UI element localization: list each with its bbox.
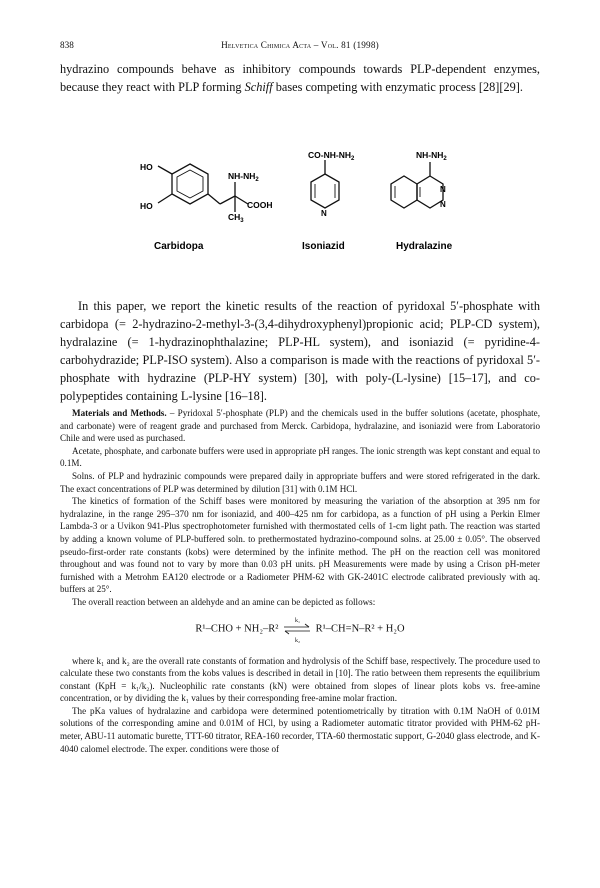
chemical-structures-figure bbox=[140, 148, 470, 258]
carbidopa-name: Carbidopa bbox=[154, 241, 204, 252]
isoniazid-group-label: $CO-NH-NH_2$ bbox=[308, 150, 355, 162]
running-title: Helvetica Chimica Acta – Vol. 81 (1998) bbox=[221, 40, 379, 50]
reaction-equation bbox=[60, 617, 540, 644]
materials-methods-section bbox=[60, 407, 540, 755]
cooh-label: COOH bbox=[247, 200, 273, 210]
isoniazid-n-label: N bbox=[321, 209, 327, 218]
k1-label: k₁ bbox=[295, 617, 301, 624]
hydralazine-name: Hydralazine bbox=[396, 241, 453, 252]
k2-label: k₂ bbox=[295, 637, 301, 644]
page-header bbox=[60, 40, 540, 54]
methods-heading: Materials and Methods. bbox=[72, 408, 167, 418]
ho-bottom-label: HO bbox=[140, 201, 153, 211]
methods-paragraph-4: The kinetics of formation of the Schiff bases were monitored by measuring the variation of the absorption at 395 nm for hydralazine, in the range 295–370 nm for isoniazid, and 400–425 nm for carbidopa, as a function of pH using a Perkin Elmer Lambda-3 or a Uvikon 941-Plus spectrophotometer furnished with thermostated cells of 1-cm light path. The reaction was started by adding a known volume of PLP-buffered soln. to prethermostated hydrazino-compound solns. at 25.00 ± 0.05°. The observed pseudo-first-order rate constants (kobs) were determined by the infinite method. The pH on the reaction cell was monitored throughout and was found not to vary by more than 0.03 pH units. pH Measurements were made by using a Crison pH-meter furnished with a Metrohm EA120 electrode or a Radiometer PHM-62 with GK-2401C electrode calibrated previously with aq. buffers at 25°. bbox=[60, 496, 540, 595]
isoniazid-structure bbox=[311, 160, 339, 208]
equation-lhs: R¹–CHO + NH₂–R² bbox=[195, 622, 279, 634]
top-paragraph: hydrazino compounds behave as inhibitory compounds towards PLP-dependent enzymes, because they react with PLP forming Schiff bases competing with enzymatic process [28][29]. bbox=[60, 62, 540, 94]
page-number: 838 bbox=[60, 40, 74, 50]
intro-paragraph: In this paper, we report the kinetic results of the reaction of pyridoxal 5′-phosphate with carbidopa (= 2-hydrazino-2-methyl-3-(3,4-dihydroxyphenyl)propionic acid; PLP-CD system), hydralazine (= 1-hydrazinophthalazine; PLP-HL system), and isoniazid (= pyridine-4-carbohydrazide; PLP-ISO system). Also a comparison is made with the reactions of pyridoxal 5′-phosphate with hydrazine (PLP-HY system) [30], with poly-(L-lysine) [15–17], and co-polypeptides containing L-lysine [16–18]. bbox=[60, 299, 540, 403]
hydralazine-n2-label: N bbox=[440, 200, 446, 209]
ho-top-label: HO bbox=[140, 162, 153, 172]
hydralazine-group-label: $NH-NH_2$ bbox=[416, 150, 447, 162]
equilibrium-arrow-icon bbox=[283, 622, 311, 636]
methods-paragraph-5: The overall reaction between an aldehyde and an amine can be depicted as follows: bbox=[72, 596, 376, 607]
structures-svg bbox=[140, 148, 470, 258]
methods-paragraph-6: where k₁ and k₂ are the overall rate constants of formation and hydrolysis of the Schiff base, respectively. The procedure used to calculate these two constants from the kobs values is described in detail in [10]. The ratio between them represents the equilibrium constant (KpH = k₁/k₂). Nucleophilic rate constants (kN) were obtained from slopes of linear plots kobs vs. free-amine concentration, or by dividing the k₁ values by their corresponding free-amine molar fraction. bbox=[60, 655, 540, 704]
isoniazid-name: Isoniazid bbox=[302, 241, 345, 252]
hydralazine-structure bbox=[391, 162, 443, 208]
methods-paragraph-2: Acetate, phosphate, and carbonate buffers were used in appropriate pH ranges. The ionic strength was kept constant and equal to 0.1M. bbox=[60, 445, 540, 469]
ch3-label: $CH_3$ bbox=[228, 212, 244, 224]
methods-paragraph-3: Solns. of PLP and hydrazinic compounds were prepared daily in appropriate buffers and were stored refrigerated in the dark. The exact concentrations of PLP was determined by dilution [31] with 0.1M HCl. bbox=[60, 470, 540, 494]
hydralazine-n1-label: N bbox=[440, 185, 446, 194]
methods-paragraph-7: The pKa values of hydralazine and carbidopa were determined potentiometrically by titration with 0.1M NaOH of 0.01M solutions of the corresponding amine and 0.01M of HCl, by using a Radiometer automatic titrator provided with PHM-62 pH-meter, ABU-11 automatic burette, TTT-60 titrator, REA-160 recorder, TTA-60 thermostatic support, G-2040 glass electrode, and K-4040 calomel electrode. The exper. conditions were those of bbox=[60, 705, 540, 754]
methods-paragraph-1: Materials and Methods. – Pyridoxal 5′-phosphate (PLP) and the chemicals used in the buffer solutions (acetate, phosphate, and carbonate) were of reagent grade and purchased from Merck. Carbidopa, hydralazine, and isoniazid were from Laboratorio Chile and were used as purchased. bbox=[60, 408, 540, 444]
equilibrium-arrows bbox=[283, 617, 311, 644]
equation-rhs: R¹–CH=N–R² + H₂O bbox=[315, 622, 405, 634]
carbidopa-nhnh2-label: $NH-NH_2$ bbox=[228, 171, 259, 183]
